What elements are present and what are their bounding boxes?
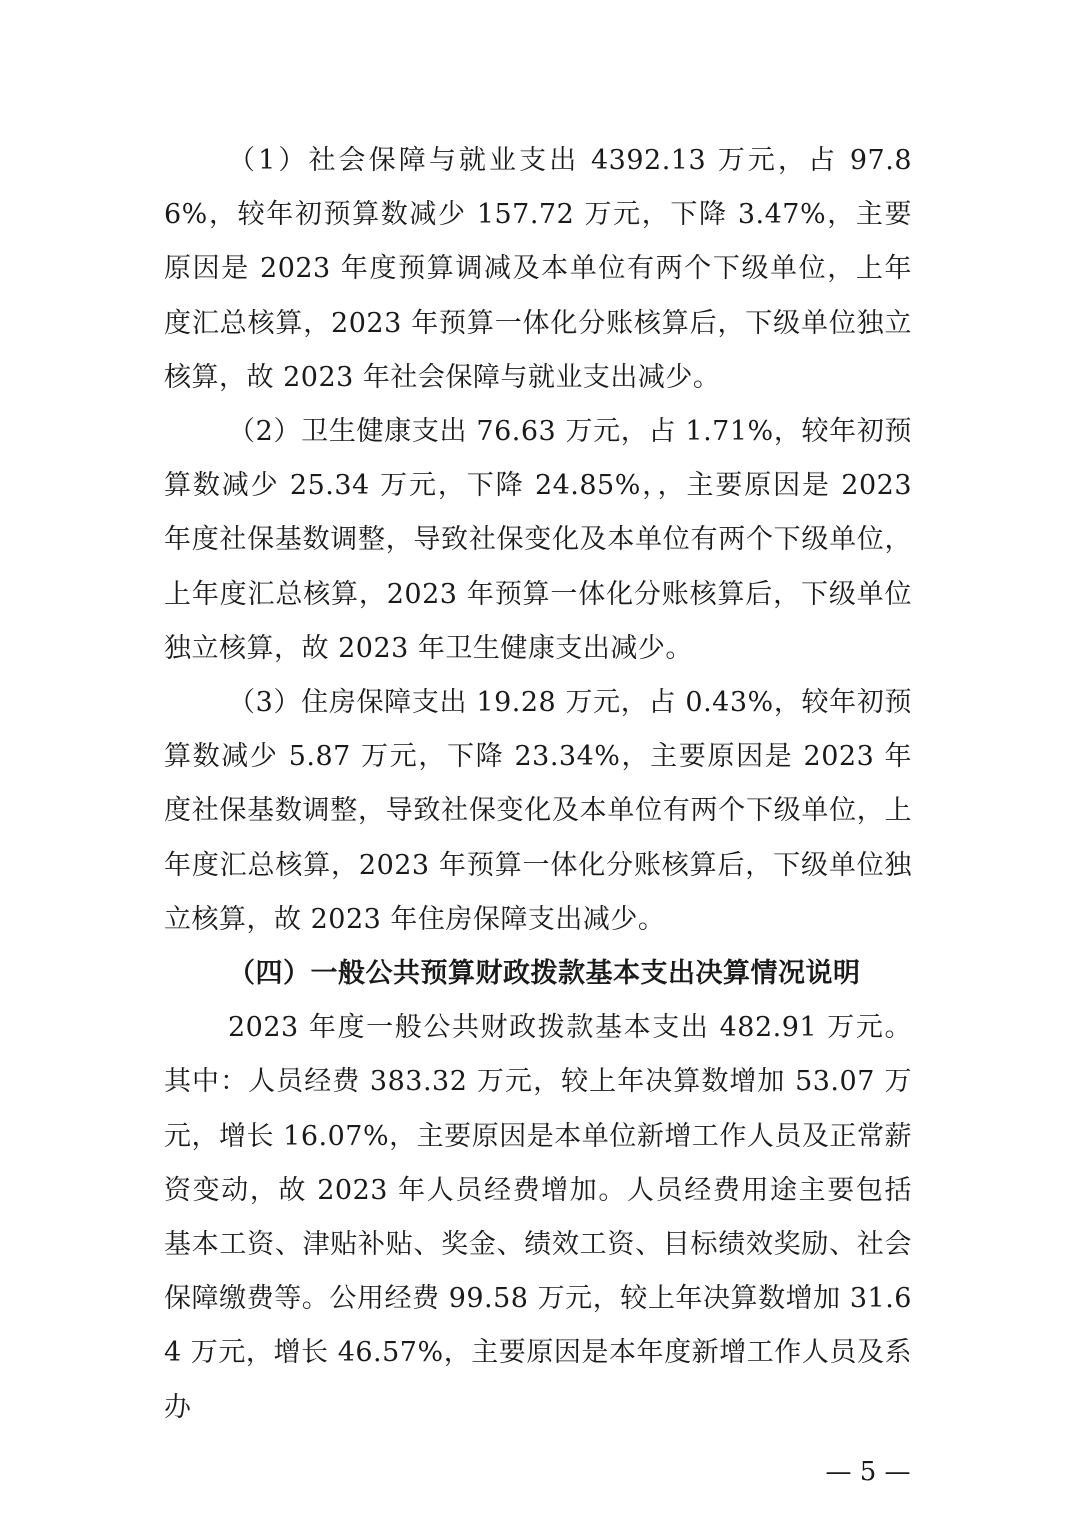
paragraph-social-security: （1）社会保障与就业支出 4392.13 万元，占 97.86%，较年初预算数减少 157.72 万元，下降 3.47%，主要原因是 2023 年度预算调减及本单位有两个下级单位，上年度汇总核算，2023 年预算一体化分账核算后，下级单位独立核算，故 2023 年社会保障与就业支出减少。 — [164, 145, 912, 393]
page-number: — 5 — — [825, 1457, 911, 1487]
document-body — [164, 134, 912, 1435]
paragraph-basic-expenditure: 2023 年度一般公共财政拨款基本支出 482.91 万元。其中：人员经费 383.32 万元，较上年决算数增加 53.07 万元，增长 16.07%，主要原因是本单位新增工作人员及正常薪资变动，故 2023 年人员经费增加。人员经费用途主要包括基本工资、津贴补贴、奖金、绩效工资、目标绩效奖励、社会保障缴费等。公用经费 99.58 万元，较上年决算数增加 31.64 万元，增长 46.57%，主要原因是本年度新增工作人员及系办 — [164, 1012, 912, 1423]
section-heading: （四）一般公共预算财政拨款基本支出决算情况说明 — [228, 958, 861, 990]
paragraph-health: （2）卫生健康支出 76.63 万元，占 1.71%，较年初预算数减少 25.34 万元，下降 24.85%，，主要原因是 2023 年度社保基数调整，导致社保变化及本单位有两个下级单位，上年度汇总核算，2023 年预算一体化分账核算后，下级单位独立核算，故 2023 年卫生健康支出减少。 — [164, 416, 912, 664]
paragraph-housing: （3）住房保障支出 19.28 万元，占 0.43%，较年初预算数减少 5.87 万元，下降 23.34%，主要原因是 2023 年度社保基数调整，导致社保变化及本单位有两个下级单位，上年度汇总核算，2023 年预算一体化分账核算后，下级单位独立核算，故 2023 年住房保障支出减少。 — [164, 687, 912, 935]
